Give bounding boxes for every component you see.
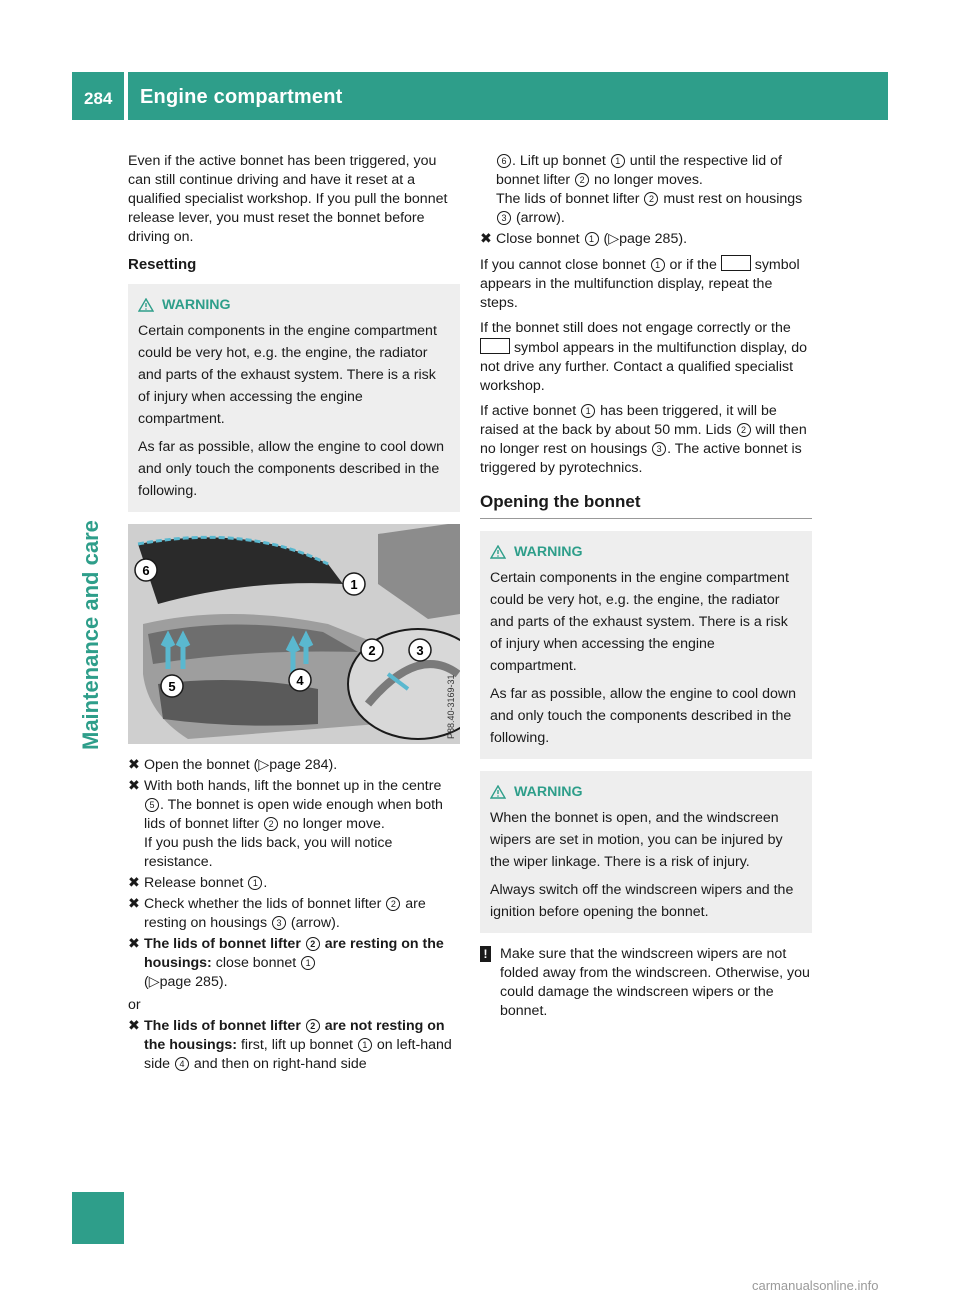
car-illustration	[128, 524, 460, 744]
callout-4: 4	[296, 673, 304, 688]
warning-text: As far as possible, allow the engine to cool down and only touch the components described in the following.	[138, 439, 445, 499]
step-arrow-icon: ✖	[128, 778, 140, 794]
side-tab-label: Maintenance and care	[78, 520, 103, 750]
callout-3: 3	[416, 643, 424, 658]
page-title: Engine compartment	[140, 86, 343, 108]
warning-box	[128, 284, 460, 512]
page-number: 284	[84, 89, 113, 108]
page-number-box	[72, 72, 124, 120]
step-continuation: 6 . Lift up bonnet 1 until the respective lid of bonnet lifter 2 no longer moves. The lids of bonnet lifter 2 must rest on housings 3 (arrow).	[496, 153, 803, 226]
caution-note: ! Make sure that the windscreen wipers are not folded away from the windscreen. Otherwise, you could damage the windscreen wipers or the bonnet.	[480, 945, 812, 1021]
warning-text: When the bonnet is open, and the windscreen wipers are set in motion, you can be injured by the wiper linkage. There is a risk of injury.	[490, 810, 783, 870]
footer-watermark: carmanualsonline.info	[752, 1278, 879, 1293]
car-bonnet-icon	[480, 338, 510, 354]
warning-triangle-icon	[138, 298, 154, 312]
page-ref-link[interactable]: page 284	[269, 757, 329, 773]
page-ref-icon: ▷	[258, 757, 270, 773]
warning-title-text: WARNING	[162, 297, 231, 313]
step-check-lids: ✖ Check whether the lids of bonnet lifter 2 are resting on housings 3 (arrow).	[128, 896, 426, 931]
resetting-heading: Resetting	[128, 256, 197, 273]
header-bar	[128, 72, 888, 120]
figure-code: P88.40-3169-31	[446, 674, 456, 739]
step-lids-resting: ✖ The lids of bonnet lifter 2 are resting on the housings: close bonnet 1 (▷page 285).	[128, 936, 444, 990]
callout-2: 2	[368, 643, 376, 658]
callout-5: 5	[168, 679, 176, 694]
exclamation-icon: !	[480, 946, 491, 962]
warning-title-text: WARNING	[514, 544, 583, 560]
opening-heading: Opening the bonnet	[480, 492, 812, 519]
warning-triangle-icon	[490, 545, 506, 559]
paragraph: If active bonnet 1 has been triggered, it will be raised at the back by about 50 mm. Lids 2 will then no longer rest on housings 3 . The active bonnet is triggered by pyrotechnics.	[480, 403, 807, 476]
step-arrow-icon: ✖	[128, 875, 140, 891]
warning-title-text: WARNING	[514, 784, 583, 800]
warning-triangle-icon	[490, 785, 506, 799]
right-column	[480, 152, 812, 1021]
step-lids-not-resting: ✖ The lids of bonnet lifter 2 are not resting on the housings: first, lift up bonnet 1 on left-hand side 4 and then on right-hand side	[128, 1018, 452, 1072]
warning-text: As far as possible, allow the engine to cool down and only touch the components described in the following.	[490, 686, 797, 746]
page-ref-icon: ▷	[608, 231, 620, 247]
step-arrow-icon: ✖	[128, 936, 140, 952]
step-lift-bonnet: ✖ With both hands, lift the bonnet up in the centre 5 . The bonnet is open wide enough when both lids of bonnet lifter 2 no longer move. If you push the lids back, you will notice resistance.	[128, 778, 443, 870]
intro-paragraph: Even if the active bonnet has been triggered, you can still continue driving and have it reset at a qualified specialist workshop. If you pull the bonnet release lever, you must reset the bonnet before driving on.	[128, 153, 448, 245]
warning-box	[480, 531, 812, 759]
warning-text: Always switch off the windscreen wipers and the ignition before opening the bonnet.	[490, 882, 794, 920]
warning-text: Certain components in the engine compartment could be very hot, e.g. the engine, the radiator and parts of the exhaust system. There is a risk of injury when accessing the engine compartment.	[490, 570, 789, 674]
side-tab-marker	[72, 1192, 124, 1244]
step-arrow-icon: ✖	[128, 896, 140, 912]
paragraph: If the bonnet still does not engage correctly or the symbol appears in the multifunction display, do not drive any further. Contact a qualified specialist workshop.	[480, 320, 808, 394]
warning-title	[490, 781, 802, 803]
callout-1: 1	[350, 577, 358, 592]
left-column	[128, 152, 460, 1076]
car-bonnet-icon	[721, 255, 751, 271]
callout-6: 6	[142, 563, 150, 578]
warning-box	[480, 771, 812, 933]
page-ref-link[interactable]: page 285	[619, 231, 679, 247]
warning-title	[490, 541, 802, 563]
step-open-bonnet: ✖ Open the bonnet (▷page 284).	[128, 757, 338, 773]
warning-text: Certain components in the engine compartment could be very hot, e.g. the engine, the radiator and parts of the exhaust system. There is a risk of injury when accessing the engine compartment.	[138, 323, 437, 427]
side-tab	[78, 520, 118, 790]
paragraph: If you cannot close bonnet 1 or if the symbol appears in the multifunction display, repeat the steps.	[480, 257, 800, 311]
page-ref-link[interactable]: page 285	[159, 974, 219, 990]
step-arrow-icon: ✖	[480, 231, 492, 247]
step-arrow-icon: ✖	[128, 757, 140, 773]
step-release-bonnet: ✖ Release bonnet 1 .	[128, 875, 268, 891]
step-close-bonnet: ✖ Close bonnet 1 (▷page 285).	[480, 231, 688, 247]
step-arrow-icon: ✖	[128, 1018, 140, 1034]
or-text: or	[128, 997, 141, 1013]
engine-bonnet-figure	[128, 524, 460, 744]
warning-title	[138, 294, 450, 316]
page-ref-icon: ▷	[148, 974, 160, 990]
